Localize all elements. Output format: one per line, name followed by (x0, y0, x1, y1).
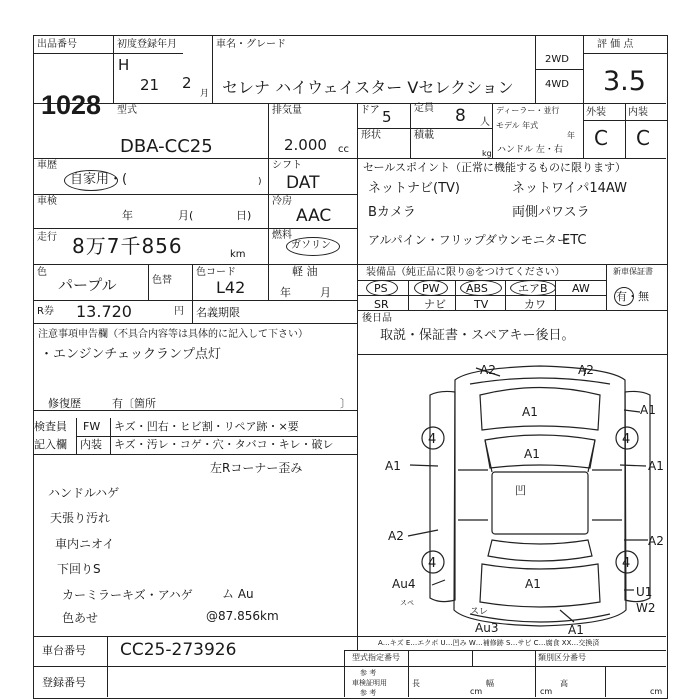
model-year-label: モデル 年式 (496, 121, 539, 130)
comment-2: 天張り汚れ (50, 511, 111, 525)
ac-value: AAC (296, 206, 332, 226)
registration-label: 登録番号 (42, 676, 86, 689)
mark-rear-right: A1 (568, 623, 584, 637)
mark-rear-bumper: Au3 (475, 621, 499, 635)
later-docs-value: 取説・保証書・スペアキー後日。 (380, 328, 575, 343)
capacity-value: 8 (455, 106, 466, 126)
exterior-label: 外装 (586, 107, 606, 118)
height-unit: cm (650, 687, 663, 696)
width-label: 幅 (486, 679, 494, 688)
sales-point-6: ETC (562, 233, 587, 248)
mark-left-rear-quarter: Au4 (392, 577, 416, 591)
meter-prefix: ム Au (222, 587, 254, 601)
svg-text:4: 4 (622, 556, 631, 571)
equipment-title: 装備品（純正品に限り◎をつけてください） (366, 267, 565, 278)
load-label: 積載 (414, 130, 434, 141)
width-unit: cm (540, 687, 553, 696)
sales-point-2: 両側パワスラ (512, 205, 590, 220)
type-cert-label: 型式指定番号 (352, 653, 400, 662)
model-code: DBA-CC25 (120, 136, 213, 157)
notes-header: 注意事項申告欄（不具合内容等は具体的に記入して下さい） (38, 329, 308, 340)
class-label: 類別区分番号 (538, 653, 586, 662)
shift-label: シフト (272, 160, 302, 171)
grade-label: 評 価 点 (597, 39, 634, 50)
length-unit: cm (470, 687, 483, 696)
car-name: セレナ ハイウェイスター Vセレクション (222, 78, 514, 97)
drive-4wd: 4WD (545, 79, 569, 90)
inspector-label: 検査員 (34, 420, 67, 433)
mark-roof: 凹 (515, 484, 526, 497)
exterior-grade: C (594, 126, 608, 150)
note-corner: 左Rコーナー歪み (210, 461, 303, 475)
model-label: 型式 (117, 105, 137, 116)
color-change-label: 色替 (152, 275, 172, 286)
capacity-label: 定員 (414, 103, 434, 114)
repair-label: 修復歴 (48, 397, 81, 410)
mark-spare: スペ (400, 599, 414, 607)
note-line-1: ・エンジンチェックランプ点灯 (40, 347, 221, 362)
displacement-value: 2.000 (284, 136, 327, 154)
month-unit: 月 (200, 89, 210, 99)
capacity-unit: 人 (480, 117, 490, 128)
handle-label: ハンドル 左・右 (497, 145, 563, 155)
load-unit: kg (482, 149, 492, 158)
mark-left-door: A1 (385, 459, 401, 473)
inspection-day: 日) (236, 209, 252, 222)
auction-sheet: 出品番号 1028 初度登録年月 H 21 2 月 車名・グレード セレナ ハイウェイスター Vセレクション 2WD 4WD 評 価 点 3.5 型式 DBA-CC25 排気量 2.000 cc ドア 5 定員 8 人 ディーラー・並行 モデル 年式 年 形状 積載 kg ハンドル 左・右 外装 内装 C C 車歴 自家用・( ) シフト DAT 車検 年 月( 日) 冷房 AAC 走行 8万7千856 km 燃料 ガソリン 軽 油 色 パープル 色替 色コード L42 年 月 R券 13.720 円 名義期限 セールスポイント（正常に機能するものに限ります） ネットナビ(TV) 両側パワスラ Bカメラ ネットワイパ14AW アルパイン・フリップダウンモニター ETC 装備品（純正品に限り◎をつけてください） 新車保証書 有・無 PS PW ABS エアB AW SR ナビ TV カワ 後日品 取説・保証書・スペアキー後日。 注意事項申告欄（不具合内容等は具体的に記入して下さい） ・エンジンチェックランプ点灯 修復歴 有〔箇所 〕 検査員 記入欄 FW キズ・凹右・ヒビ割・リペア跡・×要 内装 キズ・汚レ・コゲ・穴・タバコ・キレ・破レ 左Rコーナー歪み ハンドルハゲ 天張り汚れ 車内ニオイ 下回りS カーミラーキズ・アハゲ 色あせ ム Au @87.856km A2 A2 A1 A1 A1 A1 A1 A2 A2 A1 凹 Au4 U1 W2 Au3 A1 スレ スペ 4 4 4 4 A…キズ E…エクボ U…凹み W…補修跡 S…サビ C…腐食 XX…交換済 車台番号 CC25-273926 登録番号 型式指定番号 類別区分番号 参 考 車検証明用 参 考 長 cm 幅 cm 高 cm (0, 0, 700, 700)
recycle-unit: 円 (174, 306, 184, 317)
height-label: 高 (560, 679, 568, 688)
mileage-value: 8万7千856 (72, 234, 183, 258)
sales-point-5: アルパイン・フリップダウンモニター (368, 233, 569, 247)
mark-right-door: A1 (648, 459, 664, 473)
svg-text:4: 4 (428, 556, 437, 571)
color-value: パープル (58, 276, 117, 294)
transfer-label: 名義期限 (196, 306, 240, 319)
history-value: 自家用・( (70, 172, 128, 187)
equip-tv: TV (474, 298, 489, 311)
later-docs-label: 後日品 (362, 313, 392, 324)
svg-text:4: 4 (622, 432, 631, 447)
chassis-label: 車台番号 (42, 644, 86, 657)
drive-2wd: 2WD (545, 54, 569, 65)
car-name-label: 車名・グレード (216, 39, 286, 50)
entry-label: 記入欄 (34, 438, 67, 451)
equip-ps: PS (374, 282, 388, 295)
transfer-year: 年 (280, 286, 291, 299)
interior-items: キズ・汚レ・コゲ・穴・タバコ・キレ・破レ (114, 438, 334, 451)
inspection-year: 年 (122, 209, 133, 222)
registration-era: H (118, 56, 130, 74)
recycle-value: 13.720 (76, 302, 132, 321)
equip-navi: ナビ (424, 298, 446, 311)
registration-year: 21 (140, 76, 160, 94)
ref-label: 参 考 (360, 669, 377, 677)
equip-aw: AW (572, 282, 590, 295)
displacement-label: 排気量 (272, 105, 302, 116)
warranty-label: 新車保証書 (613, 267, 653, 276)
mark-right-rear-u1: U1 (636, 585, 653, 599)
inspection-label: 車検 (37, 196, 57, 207)
equip-abs: ABS (466, 282, 488, 295)
interior-items-label: 内装 (80, 438, 102, 451)
first-registration-label: 初度登録年月 (117, 39, 177, 50)
sales-point-3: Bカメラ (368, 205, 416, 220)
mark-front-right: A2 (578, 363, 594, 377)
mileage-label: 走行 (37, 232, 57, 243)
history-label: 車歴 (37, 160, 57, 171)
repair-value: 有〔箇所 (112, 397, 156, 410)
equip-sr: SR (374, 298, 389, 311)
fuel-label: 燃料 (272, 230, 292, 241)
svg-text:4: 4 (428, 432, 437, 447)
lot-number-label: 出品番号 (37, 39, 77, 50)
mark-right-rear-w2: W2 (636, 601, 656, 615)
interior-grade: C (636, 126, 650, 150)
model-year-unit: 年 (567, 131, 575, 140)
shape-label: 形状 (361, 130, 381, 141)
comment-6: 色あせ (62, 611, 99, 625)
legend: A…キズ E…エクボ U…凹み W…補修跡 S…サビ C…腐食 XX…交換済 (378, 639, 600, 647)
fuel-gasoline: ガソリン (291, 240, 331, 251)
comment-3: 車内ニオイ (55, 537, 115, 551)
color-code-label: 色コード (196, 267, 236, 278)
displacement-unit: cc (338, 144, 349, 155)
mark-right-rear: A2 (648, 534, 664, 548)
sales-point-1: ネットナビ(TV) (368, 181, 460, 196)
ac-label: 冷房 (272, 196, 292, 207)
chassis-number: CC25-273926 (120, 640, 237, 660)
reg-cert-label: 車検証明用 (352, 679, 387, 687)
meter-reading: @87.856km (206, 609, 279, 623)
mark-hood: A1 (522, 405, 538, 419)
lot-number: 1028 (41, 90, 102, 120)
doors-value: 5 (382, 108, 392, 126)
overall-grade: 3.5 (603, 66, 646, 97)
warranty-value: 有・無 (616, 290, 649, 303)
mark-left-rear: A2 (388, 529, 404, 543)
equip-leather: カワ (524, 298, 546, 311)
comment-1: ハンドルハゲ (48, 486, 120, 500)
fuel-diesel: 軽 油 (292, 265, 318, 278)
color-label: 色 (37, 267, 47, 278)
mark-right-front-fender: A1 (640, 403, 656, 417)
transfer-month: 月 (320, 286, 331, 299)
mileage-unit: km (230, 249, 246, 260)
equip-airbag: エアB (518, 282, 548, 295)
comment-5: カーミラーキズ・アハゲ (62, 588, 193, 602)
interior-label: 内装 (628, 107, 648, 118)
inspection-month: 月( (178, 209, 194, 222)
recycle-label: R券 (37, 306, 54, 317)
fw-label: FW (83, 420, 101, 433)
length-label: 長 (412, 679, 420, 688)
dealer-label: ディーラー・並行 (496, 106, 560, 115)
sales-points-title: セールスポイント（正常に機能するものに限ります） (363, 161, 627, 174)
color-code: L42 (216, 278, 246, 297)
equip-pw: PW (422, 282, 440, 295)
doors-label: ドア (360, 105, 380, 116)
mark-windshield: A1 (524, 447, 540, 461)
registration-month: 2 (182, 74, 192, 92)
sales-point-4: ネットワイパ14AW (512, 181, 627, 196)
mark-front-left: A2 (480, 363, 496, 377)
comment-4: 下回りS (57, 562, 101, 576)
mark-rear-scratch: スレ (470, 607, 489, 617)
shift-value: DAT (286, 173, 320, 193)
fw-items: キズ・凹右・ヒビ割・リペア跡・×要 (114, 420, 299, 433)
mark-tailgate: A1 (525, 577, 541, 591)
warranty-circle (614, 287, 634, 306)
